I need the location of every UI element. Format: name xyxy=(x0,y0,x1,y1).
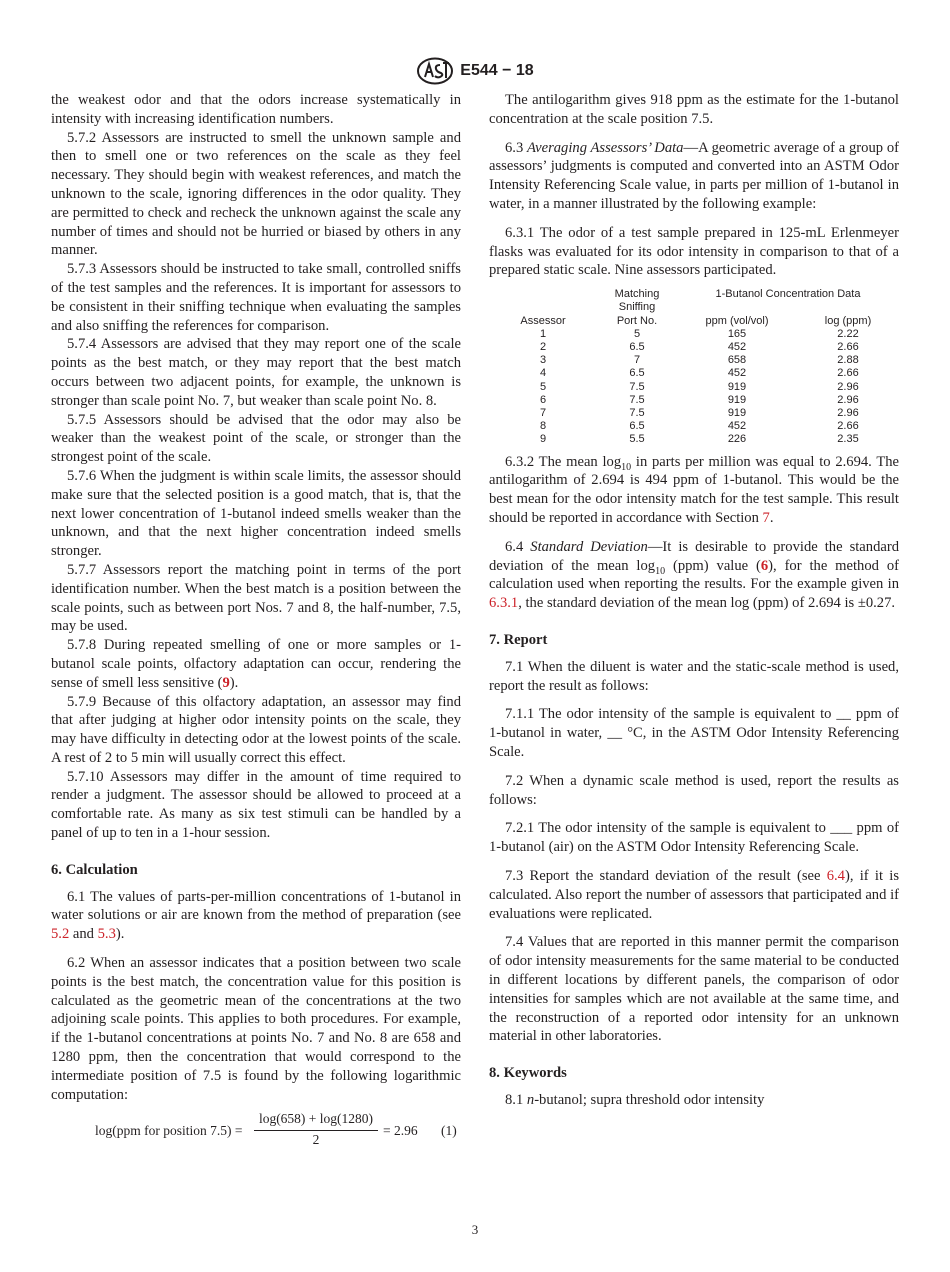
equation-number: (1) xyxy=(441,1123,457,1139)
table-header: Matching xyxy=(614,288,660,301)
paragraph-8-1: 8.1 n-butanol; supra threshold odor intensity xyxy=(505,1091,765,1108)
table-row xyxy=(489,381,899,394)
table-row xyxy=(489,367,899,380)
table-cell: 6.5 xyxy=(629,367,645,380)
table-cell: 452 xyxy=(727,367,747,380)
table-row xyxy=(489,341,899,354)
table-row xyxy=(489,407,899,420)
paragraph-5-7-4: 5.7.4 Assessors are advised that they may report one of the scale points as the best match, or they may report that the best match occurs between two adjacent points, for example, the unknown is stronger than scale point No. 7, but weaker than scale point No. 8. xyxy=(51,336,461,409)
table-header: Assessor xyxy=(520,314,566,327)
table-cell: 6 xyxy=(539,393,547,406)
paragraph-5-7-6: 5.7.6 When the judgment is within scale limits, the assessor should make sure that the selected position is a good match, that is, that the next lower concentration of 1-butanol indeed smells weaker than the unknown, and that the next higher concentration indeed smells stronger. xyxy=(51,467,461,560)
table-cell: 2.96 xyxy=(837,407,859,419)
table-cell: 452 xyxy=(727,340,747,353)
page-header xyxy=(0,55,950,87)
section-link[interactable]: 6.3.1 xyxy=(489,595,519,612)
table-cell: 1 xyxy=(539,327,547,340)
right-column xyxy=(489,91,899,1110)
paragraph-6-3-2: 6.3.2 The mean $\log_{10}$ in parts per million was equal to 2.694. The antilogarithm of 2.694 is 494 ppm of 1-butanol. This would be the best mean for the odor intensity match for the test sample. This result should be reported in accordance with Section 7. xyxy=(489,453,900,526)
paragraph-6-2: 6.2 When an assessor indicates that a position between two scale points is the best match, the concentration value for this position is calculated as the geometric mean of the concentrations at the two adjoining scale points. This applies to both procedures. For example, if the 1-butanol concentrations at points No. 7 and No. 8 are 658 and 1280 ppm, then the concentration that would correspond to the intermediate position of 7.5 is found by the following logarithmic computation: xyxy=(51,955,461,1103)
table-cell: 2 xyxy=(539,340,547,353)
paragraph-5-7-8: 5.7.8 During repeated smelling of one or more samples or 1-butanol scale points, olfactory adaptation can occur, rendering the sense of smell less sensitive (9). xyxy=(51,637,461,691)
table-cell: 919 xyxy=(727,380,747,393)
section-link[interactable]: 6.4 xyxy=(826,867,845,884)
table-row xyxy=(489,433,899,446)
table-cell: 2.35 xyxy=(837,433,859,446)
paragraph-5-7-9: 5.7.9 Because of this olfactory adaptation, an assessor may find that after judging at higher odor intensity points on the scale, they may have difficulty in detecting odor at the lowest points of the scale. A rest of 2 to 5 min will usually correct this effect. xyxy=(51,693,461,766)
table-cell: 6.5 xyxy=(629,340,645,353)
section-link[interactable]: 7 xyxy=(762,510,770,526)
reference-link[interactable]: 6 xyxy=(760,557,769,574)
table-cell: 2.88 xyxy=(837,354,859,367)
paragraph-7-2: 7.2 When a dynamic scale method is used, report the results as follows: xyxy=(489,772,899,808)
paragraph-6-3: 6.3 Averaging Assessors’ Data—A geometric average of a group of assessors’ judgments is computed and converted into an ASTM Odor Intensity Referencing Scale value, in parts per million of 1-butanol in water, in a manner illustrated by the following example: xyxy=(489,139,899,212)
table-cell: 3 xyxy=(539,354,547,367)
table-header: ppm (vol/vol) xyxy=(705,314,769,327)
table-cell: 4 xyxy=(539,367,547,380)
table-cell: 5 xyxy=(539,380,547,393)
section-link[interactable]: 5.3 xyxy=(97,926,116,943)
paragraph-7-1-1: 7.1.1 The odor intensity of the sample is equivalent to __ ppm of 1-butanol in water, __ °C, in the ASTM Odor Intensity Referencing Scale. xyxy=(489,706,899,760)
section-heading-7: 7. Report xyxy=(489,631,548,648)
paragraph-6-3-1: 6.3.1 The odor of a test sample prepared in 125-mL Erlenmeyer flasks was evaluated for its odor intensity in comparison to that of a prepared static scale. Nine assessors participated. xyxy=(489,224,899,279)
section-heading-8: 8. Keywords xyxy=(489,1065,567,1082)
table-cell: 2.66 xyxy=(837,367,859,380)
table-cell: 2.96 xyxy=(837,380,859,393)
equation-1 xyxy=(51,1110,461,1150)
table-cell: 7 xyxy=(539,407,547,419)
table-header: Sniffing xyxy=(618,301,656,314)
table-cell: 7 xyxy=(633,354,641,367)
table-cell: 919 xyxy=(727,407,747,419)
table-cell: 8 xyxy=(539,420,547,433)
paragraph-7-3: 7.3 Report the standard deviation of the result (see 6.4), if it is calculated. Also report the number of assessors that participated and if evaluations were replicated. xyxy=(489,867,899,922)
equation-denominator: 2 xyxy=(312,1132,320,1148)
table-row xyxy=(489,394,899,407)
section-link[interactable]: 5.2 xyxy=(51,926,70,943)
table-cell: 658 xyxy=(727,354,747,367)
table-row xyxy=(489,420,899,433)
equation-fraction xyxy=(254,1110,378,1150)
table-cell: 2.22 xyxy=(837,327,859,340)
paragraph-6-4: 6.4 Standard Deviation—It is desirable to provide the standard deviation of the mean $\log_{10} (ppm)$ value (6), for the method of calculation used when reporting the results. For the example given in 6.3.1, the standard deviation of the mean log (ppm) of 2.694 is ±0.27. xyxy=(489,538,900,612)
table-cell: 5 xyxy=(633,327,641,340)
astm-logo-icon xyxy=(416,57,454,85)
paragraph-7-1: 7.1 When the diluent is water and the static-scale method is used, report the result as follows: xyxy=(489,658,899,694)
paragraph-7-4: 7.4 Values that are reported in this manner permit the comparison of odor intensity measurements for the same material to be conducted in different locations by different panels, the comparison of odor intensities for samples which are not available at the same time, and the reconstruction of a reported odor intensity for an unknown material in other laboratories. xyxy=(489,934,899,1045)
table-cell: 2.96 xyxy=(837,393,859,406)
section-heading-6: 6. Calculation xyxy=(51,861,138,878)
table-cell: 919 xyxy=(727,393,747,406)
table-cell: 9 xyxy=(539,433,547,446)
table-cell: 2.66 xyxy=(837,420,859,433)
document-id: E544 − 18 xyxy=(460,62,534,79)
paragraph: The antilogarithm gives 918 ppm as the estimate for the 1-butanol concentration at the scale position 7.5. xyxy=(489,92,899,127)
paragraph-5-7-7: 5.7.7 Assessors report the matching point in terms of the port identification number. When the best match is a position between the scale points, such as between port Nos. 7 and 8, the half-number, 7.5, may be used. xyxy=(51,561,461,635)
paragraph-5-7-5: 5.7.5 Assessors should be advised that the odor may also be weaker than the weakest point of the scale, or stronger than the strongest point of the scale. xyxy=(51,411,461,466)
table-cell: 165 xyxy=(727,327,747,340)
equation-numerator: log(658) + log(1280) xyxy=(254,1110,378,1131)
left-column xyxy=(51,91,461,1150)
table-cell: 6.5 xyxy=(629,420,645,433)
table-header: Port No. xyxy=(616,314,658,327)
paragraph-6-1: 6.1 The values of parts-per-million concentrations of 1-butanol in water solutions or air are known from the method of preparation (see 5.2 and 5.3). xyxy=(51,888,461,943)
table-row xyxy=(489,328,899,341)
reference-link[interactable]: 9 xyxy=(222,674,230,691)
paragraph: the weakest odor and that the odors increase systematically in intensity with increasing identification numbers. xyxy=(51,92,461,127)
assessor-data-table xyxy=(489,288,899,446)
table-cell: 2.66 xyxy=(837,340,859,353)
table-cell: 7.5 xyxy=(629,393,645,406)
page-number: 3 xyxy=(471,1222,479,1237)
paragraph-5-7-2: 5.7.2 Assessors are instructed to smell the unknown sample and then to smell one or two references on the scale as they feel necessary. They should begin with weakest references, and match the unknown to the scale, ignoring differences in the odor quality. They are permitted to check and recheck the unknown against the scale any number of times and should not be hurried or biased by others in any manner. xyxy=(51,129,461,259)
table-header: log (ppm) xyxy=(824,314,872,327)
table-cell: 7.5 xyxy=(629,407,645,419)
paragraph-5-7-10: 5.7.10 Assessors may differ in the amount of time required to render a judgment. The assessor should be allowed to proceed at a comfortable rate. As many as six test stimuli can be handled by a panel of up to ten in a 1-hour session. xyxy=(51,768,461,842)
table-cell: 226 xyxy=(727,433,747,446)
table-cell: 5.5 xyxy=(629,433,645,446)
paragraph-5-7-3: 5.7.3 Assessors should be instructed to take small, controlled sniffs of the test samples and the references. It is important for assessors to be consistent in their sniffing technique when evaluating the samples and also sniffing the references for comparison. xyxy=(51,261,461,334)
table-cell: 7.5 xyxy=(629,380,645,393)
table-row xyxy=(489,354,899,367)
paragraph-7-2-1: 7.2.1 The odor intensity of the sample is equivalent to ___ ppm of 1-butanol (air) on the ASTM Odor Intensity Referencing Scale. xyxy=(489,820,899,856)
table-cell: 452 xyxy=(727,420,747,433)
equation-rhs: = 2.96 xyxy=(383,1123,418,1139)
table-group-header: 1-Butanol Concentration Data xyxy=(715,288,861,301)
equation-lhs: log(ppm for position 7.5) = xyxy=(95,1123,243,1139)
